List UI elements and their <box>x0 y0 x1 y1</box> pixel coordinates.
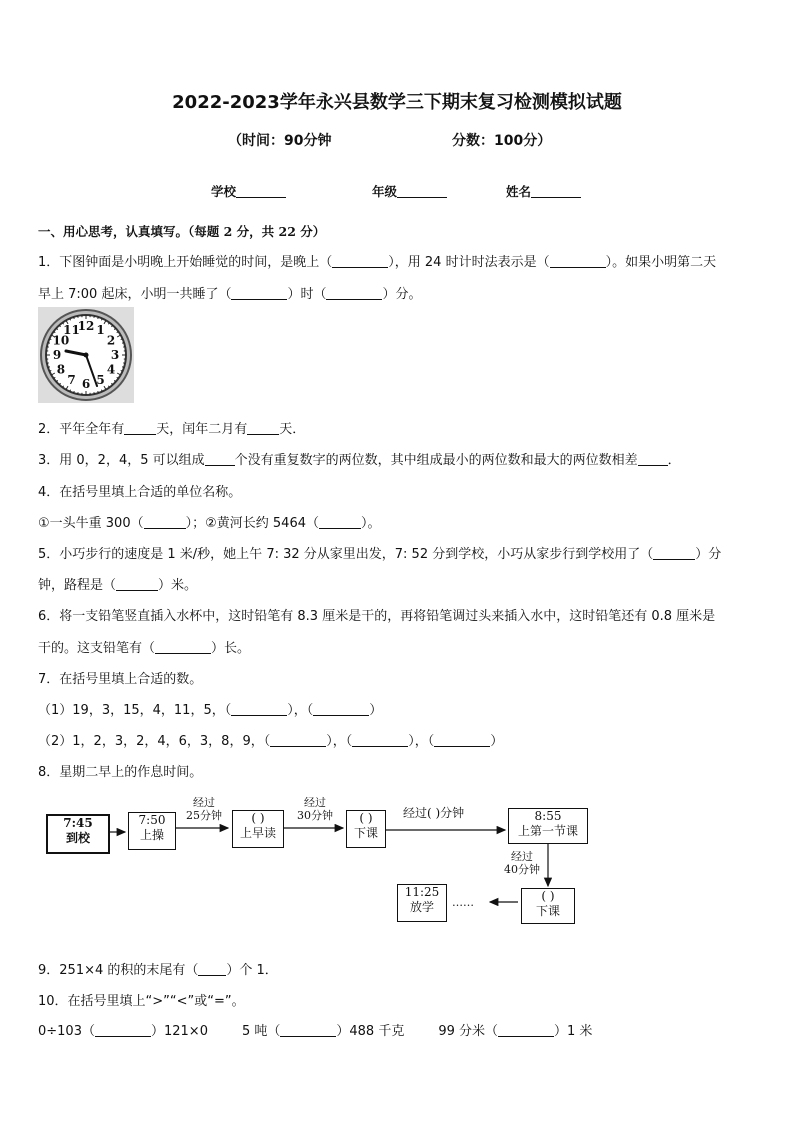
q1-blank-2[interactable] <box>550 255 606 268</box>
question-10-items: 0÷103（ ）121×0 5 吨（ ）488 千克 99 分米（ ）1 米 <box>38 1024 593 1039</box>
school-field[interactable] <box>211 182 286 200</box>
clock-tick <box>98 317 99 319</box>
arrow-label-blank: 经过( )分钟 <box>403 806 465 820</box>
clock-tick <box>74 391 75 393</box>
name-field[interactable] <box>506 182 581 200</box>
q10-blank-3[interactable] <box>498 1024 554 1037</box>
schedule-diagram <box>0 790 794 930</box>
q5-blank-2[interactable] <box>116 578 158 591</box>
name-blank[interactable] <box>531 185 581 198</box>
exam-time: （时间：90分钟 <box>228 133 332 149</box>
box-arrive: 7:45 到校 <box>46 814 110 854</box>
box-dismissal: 11:25 放学 <box>397 884 447 922</box>
question-1-line-2: 早上 7:00 起床，小明一共睡了（ ）时（ ）分。 <box>38 287 422 302</box>
clock-number: 1 <box>96 322 105 337</box>
arrow-label-30: 经过 30分钟 <box>297 796 333 822</box>
name-label: 姓名 <box>506 184 532 199</box>
box-break-1[interactable]: ( ) 下课 <box>346 810 386 848</box>
question-8-stem: 8．星期二早上的作息时间。 <box>38 765 203 780</box>
clock-number: 10 <box>52 333 70 348</box>
clock-number: 8 <box>56 362 66 377</box>
q7-2-blank-1[interactable] <box>270 734 326 747</box>
exam-score: 分数：100分） <box>452 133 552 149</box>
clock-tick <box>48 367 50 368</box>
q1-blank-1[interactable] <box>332 255 388 268</box>
clock-number: 6 <box>81 377 91 391</box>
clock-number: 12 <box>77 319 95 333</box>
q7-1-blank-2[interactable] <box>313 703 369 716</box>
q2-blank-1[interactable] <box>124 422 156 435</box>
arrow-label-25: 经过 25分钟 <box>186 796 222 822</box>
clock-number: 4 <box>106 362 116 377</box>
clock-tick <box>122 343 124 344</box>
clock-tick <box>98 391 99 393</box>
clock-tick <box>122 367 124 368</box>
question-5-line-2: 钟，路程是（ ）米。 <box>38 578 198 593</box>
clock-tick <box>74 317 75 319</box>
clock-number: 5 <box>96 373 105 388</box>
q4-blank-1[interactable] <box>144 516 186 529</box>
clock-number: 3 <box>110 348 120 362</box>
school-blank[interactable] <box>236 185 286 198</box>
box-exercise: 7:50 上操 <box>128 812 176 850</box>
clock-icon <box>38 307 134 403</box>
clock-number: 7 <box>67 373 76 388</box>
q3-blank-1[interactable] <box>205 453 235 466</box>
q2-blank-2[interactable] <box>247 422 279 435</box>
box-break-2[interactable]: ( ) 下课 <box>521 888 575 924</box>
box-first-class: 8:55 上第一节课 <box>508 808 588 844</box>
clock-image <box>38 307 134 403</box>
q7-2-blank-3[interactable] <box>434 734 490 747</box>
box-morning-reading[interactable]: ( ) 上早读 <box>232 810 284 848</box>
grade-field[interactable] <box>372 182 447 200</box>
question-7-part-2: （2）1，2，3，2，4，6，3，8，9，（ ），（ ），（ ） <box>38 734 504 749</box>
question-6-line-2: 干的。这支铅笔有（ ）长。 <box>38 641 251 656</box>
clock-number: 2 <box>106 333 116 348</box>
question-7-part-1: （1）19，3，15，4，11，5，（ ），（ ） <box>38 703 383 718</box>
grade-blank[interactable] <box>397 185 447 198</box>
q9-blank[interactable] <box>198 963 226 976</box>
question-6-line-1: 6．将一支铅笔竖直插入水杯中，这时铅笔有 8.3 厘米是干的，再将铅笔调过头来插入水中，这时铅笔还有 0.8 厘米是 <box>38 609 716 624</box>
question-4-items: ①一头牛重 300（ ）；②黄河长约 5464（ ）。 <box>38 516 381 531</box>
question-5-line-1: 5．小巧步行的速度是 1 米/秒，她上午 7: 32 分从家里出发，7: 52 分到学校，小巧从家步行到学校用了（ ）分 <box>38 547 722 562</box>
question-7-stem: 7．在括号里填上合适的数。 <box>38 672 203 687</box>
arrow-label-40: 经过 40分钟 <box>504 850 540 876</box>
ellipsis: …… <box>452 896 474 909</box>
q7-2-blank-2[interactable] <box>352 734 408 747</box>
q6-blank[interactable] <box>155 641 211 654</box>
q1-blank-3[interactable] <box>231 287 287 300</box>
grade-label: 年级 <box>372 184 398 199</box>
question-3: 3．用 0，2，4，5 可以组成 个没有重复数字的两位数，其中组成最小的两位数和最大的两位数相差 ． <box>38 453 681 468</box>
question-10-stem: 10．在括号里填上“>”“<”或“=”。 <box>38 994 245 1009</box>
q7-1-blank-1[interactable] <box>231 703 287 716</box>
school-label: 学校 <box>211 184 237 199</box>
q1-blank-4[interactable] <box>326 287 382 300</box>
q10-blank-1[interactable] <box>95 1024 151 1037</box>
q3-blank-2[interactable] <box>638 453 668 466</box>
q4-blank-2[interactable] <box>319 516 361 529</box>
clock-number: 11 <box>63 322 80 337</box>
question-1-line-1: 1．下图钟面是小明晚上开始睡觉的时间，是晚上（ ），用 24 时计时法表示是（ ）。如果小明第二天 <box>38 255 717 270</box>
clock-tick <box>48 343 50 344</box>
clock-number: 9 <box>52 348 62 362</box>
question-9: 9．251×4 的积的末尾有（ ）个 1． <box>38 963 278 978</box>
question-2: 2．平年全年有 天，闰年二月有 天． <box>38 422 306 437</box>
q5-blank-1[interactable] <box>653 547 695 560</box>
question-4-stem: 4．在括号里填上合适的单位名称。 <box>38 485 242 500</box>
page-title: 2022-2023学年永兴县数学三下期末复习检测模拟试题 <box>172 92 622 113</box>
q10-blank-2[interactable] <box>280 1024 336 1037</box>
section-heading: 一、用心思考，认真填写。（每题 2 分，共 22 分） <box>38 224 326 239</box>
